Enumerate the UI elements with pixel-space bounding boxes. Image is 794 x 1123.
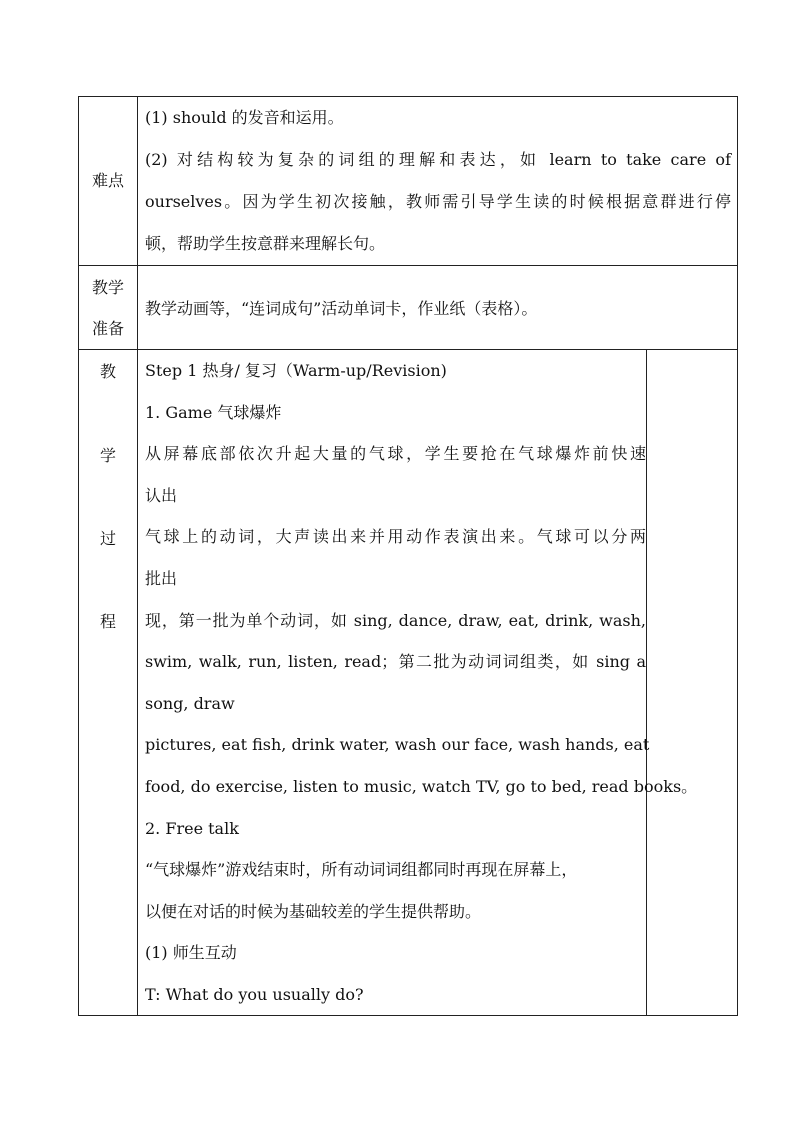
- prep-content: 教学动画等，“连词成句”活动单词卡，作业纸（表格）。: [145, 299, 538, 318]
- process-label-char: 学: [99, 446, 116, 465]
- process-label-char: 教: [99, 362, 116, 381]
- process-inner: [138, 350, 737, 1015]
- process-label-char: 程: [99, 612, 116, 631]
- process-line: 以便在对话的时候为基础较差的学生提供帮助。: [145, 901, 482, 921]
- difficulty-line: (2) 对结构较为复杂的词组的理解和表达，如 learn to take care of: [145, 150, 731, 169]
- process-line: Step 1 热身/ 复习（Warm-up/Revision): [145, 361, 447, 380]
- process-label-char: 过: [99, 529, 116, 548]
- process-content-cell: [138, 350, 738, 1016]
- process-line: 气球上的动词，大声读出来并用动作表演出来。气球可以分两: [145, 527, 646, 547]
- process-line: 认出: [145, 485, 178, 505]
- prep-label-line: 准备: [91, 318, 124, 338]
- process-row: [79, 350, 738, 1016]
- process-line: “气球爆炸”游戏结束时，所有动词词组都同时再现在屏幕上，: [145, 860, 578, 880]
- process-line: food, do exercise, listen to music, watch TV, go to bed, read books。: [145, 776, 698, 796]
- prep-label: [79, 266, 137, 349]
- process-line: swim, walk, run, listen, read；第二批为动词词组类，如 sing a: [145, 652, 646, 672]
- difficulty-line: ourselves。因为学生初次接触，教师需引导学生读的时候根据意群进行停: [145, 192, 731, 211]
- lesson-plan-table: [78, 96, 738, 1016]
- process-side-column: [647, 350, 737, 1015]
- process-line: T: What do you usually do?: [145, 984, 364, 1004]
- process-line: (1) 师生互动: [145, 943, 237, 963]
- process-line: 从屏幕底部依次升起大量的气球，学生要抢在气球爆炸前快速: [145, 444, 646, 464]
- process-label: [79, 350, 137, 1015]
- process-line: song, draw: [145, 693, 235, 713]
- process-line: pictures, eat fish, drink water, wash our face, wash hands, eat: [145, 735, 650, 755]
- process-main: [138, 350, 698, 1015]
- process-line: 2. Free talk: [145, 818, 239, 838]
- process-line: 现，第一批为单个动词，如 sing, dance, draw, eat, drink, wash,: [145, 610, 646, 630]
- prep-label-line: 教学: [91, 277, 124, 297]
- difficulty-row: [79, 97, 738, 266]
- process-line: 批出: [145, 568, 178, 588]
- prep-row: [79, 266, 738, 350]
- difficulty-label-cell: [79, 97, 138, 266]
- difficulty-line: (1) should 的发音和运用。: [145, 108, 344, 127]
- process-line: 1. Game 气球爆炸: [145, 402, 282, 422]
- prep-label-cell: [79, 266, 138, 350]
- process-label-cell: [79, 350, 138, 1016]
- difficulty-label: 难点: [91, 170, 124, 190]
- prep-content-cell: [138, 266, 738, 350]
- difficulty-line: 顿，帮助学生按意群来理解长句。: [145, 234, 386, 253]
- difficulty-content-cell: [138, 97, 738, 266]
